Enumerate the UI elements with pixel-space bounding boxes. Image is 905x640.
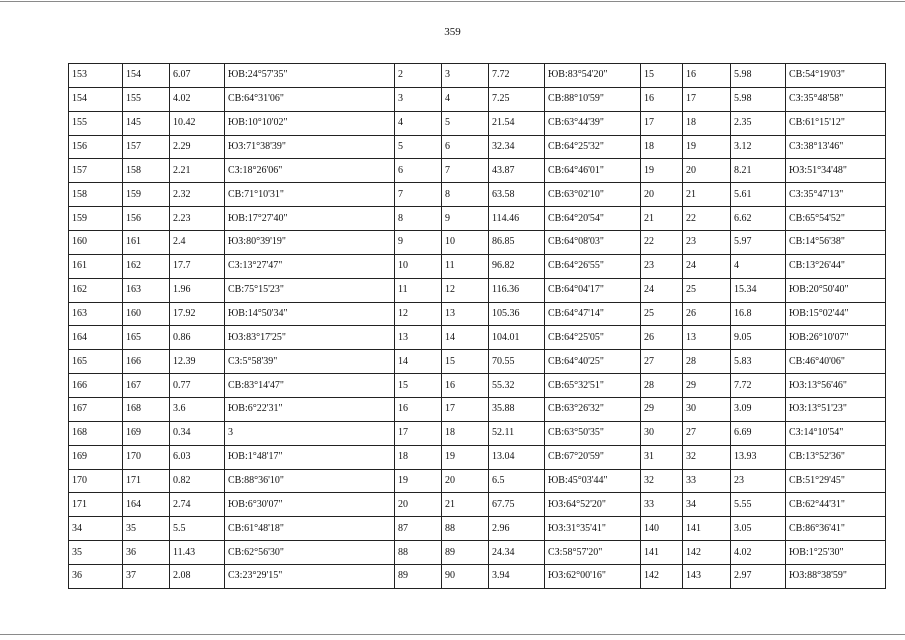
table-cell: 86.85 [489, 231, 545, 255]
table-cell: ЮВ:10°10'02" [225, 111, 395, 135]
table-cell: 166 [123, 350, 170, 374]
table-cell: 160 [123, 302, 170, 326]
table-cell: 5.98 [731, 87, 786, 111]
table-cell: 23 [641, 254, 683, 278]
table-cell: 30 [641, 421, 683, 445]
table-cell: 21 [442, 493, 489, 517]
table-cell: 31 [641, 445, 683, 469]
table-cell: 32 [683, 445, 731, 469]
table-cell: ЮЗ:83°17'25" [225, 326, 395, 350]
table-cell: 15 [641, 64, 683, 88]
table-cell: 104.01 [489, 326, 545, 350]
table-cell: СВ:64°40'25" [545, 350, 641, 374]
table-cell: 27 [683, 421, 731, 445]
table-cell: 17.92 [170, 302, 225, 326]
table-cell: 15 [395, 374, 442, 398]
table-cell: 96.82 [489, 254, 545, 278]
table-cell: 167 [69, 398, 123, 422]
table-cell: ЮВ:6°22'31" [225, 398, 395, 422]
table-cell: 33 [641, 493, 683, 517]
table-cell: 28 [683, 350, 731, 374]
table-cell: 37 [123, 565, 170, 589]
table-cell: 70.55 [489, 350, 545, 374]
table-cell: 19 [641, 159, 683, 183]
table-cell: 160 [69, 231, 123, 255]
table-cell: 33 [683, 469, 731, 493]
table-cell: 88 [395, 541, 442, 565]
table-cell: ЮВ:14°50'34" [225, 302, 395, 326]
table-row [69, 517, 886, 541]
table-cell: ЮВ:15°02'44" [786, 302, 886, 326]
table-cell: 55.32 [489, 374, 545, 398]
table-cell: 10 [395, 254, 442, 278]
table-cell: 26 [641, 326, 683, 350]
table-cell: 114.46 [489, 207, 545, 231]
table-row [69, 398, 886, 422]
table-row [69, 565, 886, 589]
table-cell: ЮЗ:80°39'19" [225, 231, 395, 255]
table-cell: ЮЗ:71°38'39" [225, 135, 395, 159]
table-cell: 14 [442, 326, 489, 350]
table-cell: СВ:65°54'52" [786, 207, 886, 231]
table-cell: 3.6 [170, 398, 225, 422]
table-cell: 7.72 [731, 374, 786, 398]
table-cell: 3 [225, 421, 395, 445]
table-cell: 2.74 [170, 493, 225, 517]
table-cell: 3.05 [731, 517, 786, 541]
table-cell: СВ:64°04'17" [545, 278, 641, 302]
table-cell: СВ:88°36'10" [225, 469, 395, 493]
table-cell: 67.75 [489, 493, 545, 517]
table-cell: СВ:14°56'38" [786, 231, 886, 255]
table-cell: 13 [395, 326, 442, 350]
table-row [69, 254, 886, 278]
table-row [69, 159, 886, 183]
table-cell: 6.69 [731, 421, 786, 445]
table-cell: СВ:64°47'14" [545, 302, 641, 326]
table-cell: 29 [641, 398, 683, 422]
table-cell: 6 [442, 135, 489, 159]
table-cell: 87 [395, 517, 442, 541]
table-cell: 162 [69, 278, 123, 302]
table-cell: 141 [641, 541, 683, 565]
table-cell: 2.4 [170, 231, 225, 255]
table-cell: 90 [442, 565, 489, 589]
table-cell: СВ:88°10'59" [545, 87, 641, 111]
table-cell: 2.97 [731, 565, 786, 589]
table-cell: 2.35 [731, 111, 786, 135]
table-cell: 5.98 [731, 64, 786, 88]
table-cell: 7 [442, 159, 489, 183]
table-cell: 6.5 [489, 469, 545, 493]
table-cell: 88 [442, 517, 489, 541]
table-cell: 5.97 [731, 231, 786, 255]
table-cell: СЗ:23°29'15" [225, 565, 395, 589]
table-cell: 27 [641, 350, 683, 374]
table-cell: 18 [395, 445, 442, 469]
table-cell: СЗ:35°48'58" [786, 87, 886, 111]
table-cell: 3 [395, 87, 442, 111]
table-row [69, 64, 886, 88]
table-cell: 19 [395, 469, 442, 493]
table-cell: 89 [395, 565, 442, 589]
table-cell: 34 [683, 493, 731, 517]
table-row [69, 111, 886, 135]
table-cell: 2.23 [170, 207, 225, 231]
table-cell: 170 [123, 445, 170, 469]
table-cell: 2.21 [170, 159, 225, 183]
table-row [69, 541, 886, 565]
table-cell: 11.43 [170, 541, 225, 565]
table-cell: 23 [683, 231, 731, 255]
table-cell: 7 [395, 183, 442, 207]
table-cell: ЮЗ:88°38'59" [786, 565, 886, 589]
table-cell: СВ:86°36'41" [786, 517, 886, 541]
table-cell: 19 [442, 445, 489, 469]
table-cell: 13 [683, 326, 731, 350]
table-cell: СВ:67°20'59" [545, 445, 641, 469]
table-cell: СВ:64°46'01" [545, 159, 641, 183]
table-cell: ЮВ:45°03'44" [545, 469, 641, 493]
table-cell: 35 [69, 541, 123, 565]
table-cell: 17 [395, 421, 442, 445]
table-row [69, 493, 886, 517]
table-cell: СВ:64°25'05" [545, 326, 641, 350]
table-cell: СВ:65°32'51" [545, 374, 641, 398]
survey-table [68, 63, 886, 589]
table-cell: 2.96 [489, 517, 545, 541]
table-cell: 167 [123, 374, 170, 398]
table-cell: 6 [395, 159, 442, 183]
table-cell: 171 [123, 469, 170, 493]
table-cell: 4 [395, 111, 442, 135]
table-cell: 0.82 [170, 469, 225, 493]
table-cell: СВ:54°19'03" [786, 64, 886, 88]
table-cell: 5 [395, 135, 442, 159]
table-cell: 11 [442, 254, 489, 278]
table-cell: 24.34 [489, 541, 545, 565]
table-cell: ЮЗ:31°35'41" [545, 517, 641, 541]
table-cell: 145 [123, 111, 170, 135]
table-cell: 21 [683, 183, 731, 207]
table-cell: 168 [123, 398, 170, 422]
table-cell: 16 [442, 374, 489, 398]
table-cell: 12 [395, 302, 442, 326]
table-cell: 9 [442, 207, 489, 231]
table-cell: СВ:64°20'54" [545, 207, 641, 231]
table-cell: 171 [69, 493, 123, 517]
table-cell: 162 [123, 254, 170, 278]
table-cell: ЮЗ:13°51'23" [786, 398, 886, 422]
table-cell: 5.5 [170, 517, 225, 541]
table-cell: 29 [683, 374, 731, 398]
table-cell: ЮВ:17°27'40" [225, 207, 395, 231]
table-cell: 4.02 [170, 87, 225, 111]
table-cell: 159 [123, 183, 170, 207]
table-cell: 10.42 [170, 111, 225, 135]
table-cell: СВ:64°25'32" [545, 135, 641, 159]
table-cell: 163 [69, 302, 123, 326]
table-cell: 16 [395, 398, 442, 422]
table-row [69, 207, 886, 231]
table-cell: 4 [731, 254, 786, 278]
table-cell: 11 [395, 278, 442, 302]
table-cell: 63.58 [489, 183, 545, 207]
table-cell: СВ:13°26'44" [786, 254, 886, 278]
table-cell: 16 [641, 87, 683, 111]
table-row [69, 421, 886, 445]
table-cell: 7.72 [489, 64, 545, 88]
table-cell: 155 [69, 111, 123, 135]
table-cell: ЮВ:1°48'17" [225, 445, 395, 469]
table-cell: 6.62 [731, 207, 786, 231]
table-cell: 156 [69, 135, 123, 159]
table-cell: 22 [641, 231, 683, 255]
table-cell: 36 [123, 541, 170, 565]
table-cell: 6.07 [170, 64, 225, 88]
table-cell: СЗ:13°27'47" [225, 254, 395, 278]
table-cell: СЗ:18°26'06" [225, 159, 395, 183]
table-cell: 30 [683, 398, 731, 422]
table-cell: 164 [123, 493, 170, 517]
table-cell: СВ:64°31'06" [225, 87, 395, 111]
table-cell: 4.02 [731, 541, 786, 565]
table-cell: 3.94 [489, 565, 545, 589]
table-cell: ЮЗ:62°00'16" [545, 565, 641, 589]
table-cell: 15 [442, 350, 489, 374]
table-cell: 2 [395, 64, 442, 88]
table-cell: 43.87 [489, 159, 545, 183]
table-cell: СВ:61°48'18" [225, 517, 395, 541]
table-row [69, 183, 886, 207]
table-cell: 0.77 [170, 374, 225, 398]
table-cell: 52.11 [489, 421, 545, 445]
table-cell: СЗ:38°13'46" [786, 135, 886, 159]
table-cell: СВ:62°56'30" [225, 541, 395, 565]
table-cell: 17 [641, 111, 683, 135]
table-cell: 9 [395, 231, 442, 255]
table-cell: ЮВ:20°50'40" [786, 278, 886, 302]
table-cell: 26 [683, 302, 731, 326]
table-cell: 0.34 [170, 421, 225, 445]
table-cell: 14 [395, 350, 442, 374]
table-cell: 3.12 [731, 135, 786, 159]
table-cell: СВ:64°08'03" [545, 231, 641, 255]
table-cell: СВ:61°15'12" [786, 111, 886, 135]
table-cell: СВ:71°10'31" [225, 183, 395, 207]
table-row [69, 135, 886, 159]
table-cell: 3 [442, 64, 489, 88]
table-row [69, 350, 886, 374]
table-cell: 3.09 [731, 398, 786, 422]
table-cell: 141 [683, 517, 731, 541]
table-cell: СВ:64°26'55" [545, 254, 641, 278]
table-cell: 7.25 [489, 87, 545, 111]
table-cell: СВ:83°14'47" [225, 374, 395, 398]
table-cell: 155 [123, 87, 170, 111]
table-cell: 17.7 [170, 254, 225, 278]
table-row [69, 278, 886, 302]
table-cell: 13.04 [489, 445, 545, 469]
table-cell: 25 [683, 278, 731, 302]
table-cell: 2.08 [170, 565, 225, 589]
table-cell: СЗ:58°57'20" [545, 541, 641, 565]
table-cell: 142 [641, 565, 683, 589]
table-cell: 20 [683, 159, 731, 183]
table-cell: 24 [641, 278, 683, 302]
table-cell: СВ:62°44'31" [786, 493, 886, 517]
table-cell: СВ:75°15'23" [225, 278, 395, 302]
table-cell: 142 [683, 541, 731, 565]
table-cell: ЮВ:6°30'07" [225, 493, 395, 517]
table-cell: 157 [69, 159, 123, 183]
table-cell: 116.36 [489, 278, 545, 302]
table-cell: 169 [123, 421, 170, 445]
table-cell: 5.83 [731, 350, 786, 374]
table-cell: 20 [442, 469, 489, 493]
table-cell: 35.88 [489, 398, 545, 422]
table-cell: 2.29 [170, 135, 225, 159]
table-cell: 5.61 [731, 183, 786, 207]
table-cell: 158 [123, 159, 170, 183]
table-cell: 166 [69, 374, 123, 398]
table-cell: 8 [395, 207, 442, 231]
table-cell: 6.03 [170, 445, 225, 469]
table-cell: СВ:63°44'39" [545, 111, 641, 135]
table-cell: 159 [69, 207, 123, 231]
table-cell: 140 [641, 517, 683, 541]
table-cell: СЗ:14°10'54" [786, 421, 886, 445]
table-cell: 17 [683, 87, 731, 111]
table-cell: 21.54 [489, 111, 545, 135]
table-cell: ЮВ:1°25'30" [786, 541, 886, 565]
table-cell: 5.55 [731, 493, 786, 517]
table-cell: ЮЗ:64°52'20" [545, 493, 641, 517]
table-cell: 15.34 [731, 278, 786, 302]
table-cell: СВ:13°52'36" [786, 445, 886, 469]
table-cell: 165 [123, 326, 170, 350]
table-cell: 12.39 [170, 350, 225, 374]
table-cell: 1.96 [170, 278, 225, 302]
table-cell: 170 [69, 469, 123, 493]
table-cell: СВ:63°02'10" [545, 183, 641, 207]
top-rule [0, 1, 905, 2]
table-cell: 154 [123, 64, 170, 88]
table-cell: 9.05 [731, 326, 786, 350]
table-row [69, 302, 886, 326]
table-cell: 10 [442, 231, 489, 255]
table-cell: 19 [683, 135, 731, 159]
table-row [69, 374, 886, 398]
table-cell: 13.93 [731, 445, 786, 469]
bottom-rule [0, 634, 905, 635]
table-cell: 153 [69, 64, 123, 88]
table-cell: 18 [683, 111, 731, 135]
table-cell: 13 [442, 302, 489, 326]
table-cell: 154 [69, 87, 123, 111]
table-cell: 28 [641, 374, 683, 398]
table-row [69, 445, 886, 469]
table-cell: 8.21 [731, 159, 786, 183]
table-cell: СВ:63°50'35" [545, 421, 641, 445]
table-cell: 5 [442, 111, 489, 135]
table-cell: 32 [641, 469, 683, 493]
table-cell: 35 [123, 517, 170, 541]
table-cell: 18 [641, 135, 683, 159]
table-cell: ЮЗ:13°56'46" [786, 374, 886, 398]
table-cell: 20 [395, 493, 442, 517]
page-number: 359 [444, 26, 461, 38]
table-cell: 157 [123, 135, 170, 159]
table-cell: СЗ:35°47'13" [786, 183, 886, 207]
table-cell: ЮВ:26°10'07" [786, 326, 886, 350]
table-cell: ЮВ:24°57'35" [225, 64, 395, 88]
table-cell: 158 [69, 183, 123, 207]
table-cell: 169 [69, 445, 123, 469]
table-cell: 165 [69, 350, 123, 374]
table-row [69, 87, 886, 111]
table-cell: СЗ:5°58'39" [225, 350, 395, 374]
table-cell: 24 [683, 254, 731, 278]
table-cell: 164 [69, 326, 123, 350]
table-cell: 4 [442, 87, 489, 111]
table-cell: 12 [442, 278, 489, 302]
table-cell: 168 [69, 421, 123, 445]
table-cell: 36 [69, 565, 123, 589]
table-cell: 17 [442, 398, 489, 422]
table-cell: 161 [69, 254, 123, 278]
table-row [69, 326, 886, 350]
table-cell: 34 [69, 517, 123, 541]
table-cell: 25 [641, 302, 683, 326]
table-cell: 143 [683, 565, 731, 589]
table-cell: 105.36 [489, 302, 545, 326]
table-cell: 23 [731, 469, 786, 493]
table-cell: СВ:63°26'32" [545, 398, 641, 422]
table-cell: 16 [683, 64, 731, 88]
table-cell: 32.34 [489, 135, 545, 159]
table-cell: 16.8 [731, 302, 786, 326]
table-cell: 20 [641, 183, 683, 207]
table-cell: 8 [442, 183, 489, 207]
table-cell: 161 [123, 231, 170, 255]
table-row [69, 469, 886, 493]
table-cell: СВ:46°40'06" [786, 350, 886, 374]
table-cell: 156 [123, 207, 170, 231]
table-cell: 0.86 [170, 326, 225, 350]
table-cell: 2.32 [170, 183, 225, 207]
table-cell: 22 [683, 207, 731, 231]
table-cell: 18 [442, 421, 489, 445]
table-cell: ЮЗ:51°34'48" [786, 159, 886, 183]
table-row [69, 231, 886, 255]
table-cell: 21 [641, 207, 683, 231]
table-cell: СВ:51°29'45" [786, 469, 886, 493]
table-cell: 89 [442, 541, 489, 565]
table-cell: ЮВ:83°54'20" [545, 64, 641, 88]
table-cell: 163 [123, 278, 170, 302]
